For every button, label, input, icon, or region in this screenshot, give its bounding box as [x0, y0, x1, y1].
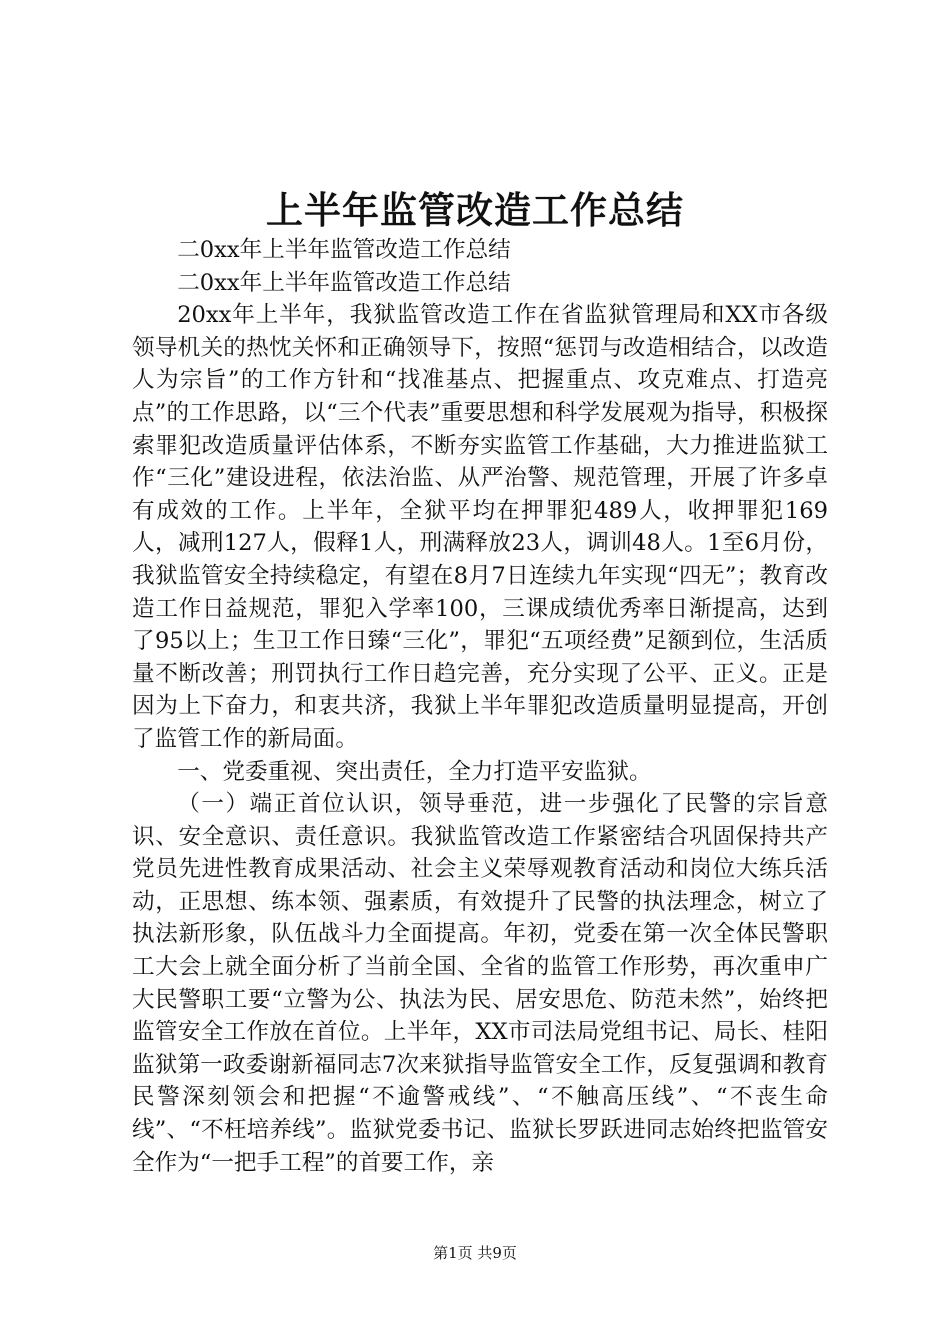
body-paragraph: （一）端正首位认识，领导垂范，进一步强化了民警的宗旨意识、安全意识、责任意识。我狱监管改造工作紧密结合巩固保持共产党员先进性教育成果活动、社会主义荣辱观教育活动和岗位大练兵活动，正思想、练本领、强素质，有效提升了民警的执法理念，树立了执法新形象，队伍战斗力全面提高。年初，党委在第一次全体民警职工大会上就全面分析了当前全国、全省的监管工作形势，再次重申广大民警职工要“立警为公、执法为民、居安思危、防范未然”，始终把监管安全工作放在首位。上半年，XX市司法局党组书记、局长、桂阳监狱第一政委谢新福同志7次来狱指导监管安全工作，反复强调和教育民警深刻领会和把握“不逾警戒线”、“不触高压线”、“不丧生命线”、“不枉培养线”。监狱党委书记、监狱长罗跃进同志始终把监管安全作为“一把手工程”的首要工作，亲 [132, 791, 828, 1176]
page-number-footer: 第1页 共9页 [433, 1244, 517, 1262]
body-paragraph: 20xx年上半年，我狱监管改造工作在省监狱管理局和XX市各级领导机关的热忱关怀和正确领导下，按照“惩罚与改造相结合，以改造人为宗旨”的工作方针和“找准基点、把握重点、攻克难点、打造亮点”的工作思路，以“三个代表”重要思想和科学发展观为指导，积极探索罪犯改造质量评估体系，不断夯实监管工作基础，大力推进监狱工作“三化”建设进程，依法治监、从严治警、规范管理，开展了许多卓有成效的工作。上半年，全狱平均在押罪犯489人，收押罪犯169人，减刑127人，假释1人，刑满释放23人，调训48人。1至6月份，我狱监管安全持续稳定，有望在8月7日连续九年实现“四无”；教育改造工作日益规范，罪犯入学率100，三课成绩优秀率日渐提高，达到了95以上；生卫工作日臻“三化”，罪犯“五项经费”足额到位，生活质量不断改善；刑罚执行工作日趋完善，充分实现了公平、正义。正是因为上下奋力，和衷共济，我狱上半年罪犯改造质量明显提高，开创了监管工作的新局面。 [132, 302, 828, 752]
subtitle-line: 二0xx年上半年监管改造工作总结 [177, 269, 511, 296]
section-heading: 一、党委重视、突出责任，全力打造平安监狱。 [177, 758, 652, 785]
document-body [132, 234, 828, 1179]
page-title: 上半年监管改造工作总结 [266, 188, 684, 232]
subtitle-line: 二0xx年上半年监管改造工作总结 [177, 237, 511, 263]
